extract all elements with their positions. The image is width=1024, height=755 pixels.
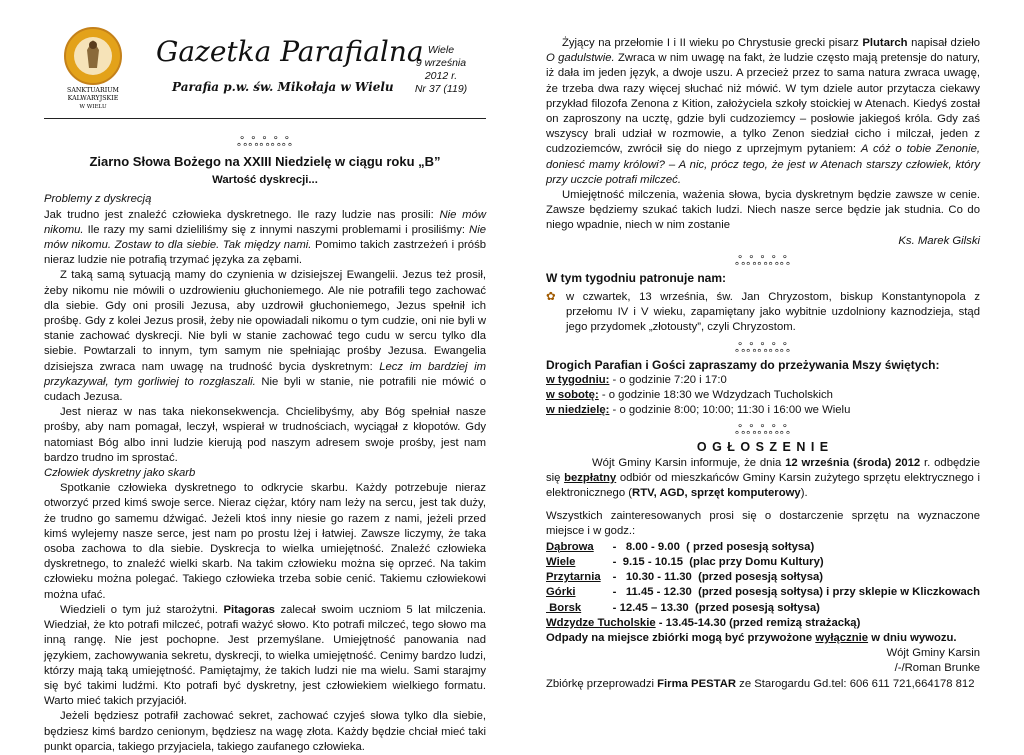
- notice-heading: O G Ł O S Z E N I E: [696, 440, 830, 455]
- paragraph-5: Wiedzieli o tym już starożytni. Pitagoras zalecał swoim uczniom 5 lat milczenia. Wiedział, że kto potrafi milczeć, potrafi ważyć słowo. Kto potrafi milczeć, tego słowo ma inną rangę. Nie jest pochopne. Jest przemyślane. Umiejętność panowania nad językiem, zachowywania sekretu, dyskrecji, to wielka umiejętność. Cenimy bardzo ludzi, którzy mają taką umiejętność. Pamiętajmy, że takich ludzi nie ma wielu. Sami starajmy się być takimi ludźmi. Kto potrafi być dyskretny, jest człowiekiem wielkiego formatu. Warto mieć takich przyjaciół.: [44, 603, 486, 708]
- schedule-row: Górki - 11.45 - 12.30 (przed posesją sołtysa) i przy sklepie w Kliczkowach: [546, 586, 980, 599]
- bullet-icon: ✿: [546, 291, 556, 304]
- patron-text: w czwartek, 13 września, św. Jan Chryzostom, biskup Konstantynopola z przełomu IV i V wieku, zapamiętany jako wybitnie uzdolniony kaznodzieja, stąd jego przydomek „złotousty”, czyli Chryzostom.: [566, 291, 980, 334]
- notice-sign-2: /-/Roman Brunke: [894, 662, 980, 675]
- section-title-problems: Problemy z dyskrecją: [44, 193, 152, 206]
- masthead: [44, 0, 486, 120]
- section-title-treasure: Człowiek dyskretny jako skarb: [44, 467, 196, 480]
- issue-date: 9 września: [415, 57, 467, 69]
- left-column: [44, 0, 486, 755]
- paragraph-8: Umiejętność milczenia, ważenia słowa, bycia dyskretnym będzie zawsze w cenie. Zawsze będziemy szukać takich ludzi. Niech nasze serce będzie jak studnia. Co do niego wpadnie, niech w nim zostanie: [546, 189, 980, 232]
- paragraph-1: Jak trudno jest znaleźć człowieka dyskretnego. Ile razy ludzie nas prosili: Nie mów nikomu. Ile razy my sami dzieliliśmy się z innymi naszymi problemami i prosiliśmy: Nie mów nikomu. Zostaw to dla siebie. Tak między nami. Pomimo takich zastrzeżeń i próśb nieraz ludzie nie potrafią trzymać języka za zębami.: [44, 208, 487, 267]
- paragraph-7: Żyjący na przełomie I i II wieku po Chrystusie grecki pisarz Plutarch napisał dzieło O gadulstwie. Zwraca w nim uwagę na fakt, że ludzie często mają pretensje do natury, iż dała im jeden język, a dwoje uszu. A przecież przez to sama natura zwraca uwagę, że trzeba dwa razy więcej słuchać niż mówić. W tym dziele autor przytacza ciekawy przykład filozofa Zenona z Kition, założyciela szkoły stoickiej w Atenach. Kiedyś został on zaproszony na ucztę, gdzie byli cudzoziemcy – posłowie jakiegoś króla. Gdy zaś wszyscy brali udział w rozmowie, a tylko Zenon siedział cicho i milczał, jeden z cudzoziemców, zwrócił się do niego z uprzejmym pytaniem: A cóż o tobie Zenonie, doniesć mamy królowi? – A nic, prócz tego, że jest w Atenach starszy człowiek, który przy uczcie potrafi milczeć.: [546, 37, 980, 186]
- notice-paragraph-3: Odpady na miejsce zbiórki mogą być przywożone wyłącznie w dniu wywozu.: [546, 631, 957, 644]
- page-subtitle: Parafia p.w. św. Mikołaja w Wielu: [172, 80, 394, 94]
- sermon-subheading: Wartość dyskrecji...: [212, 174, 318, 187]
- logo-text-2: KALWARYJSKIE: [67, 95, 119, 102]
- mass-weekday: w tygodniu: - o godzinie 7:20 i 17:0: [546, 373, 727, 386]
- issue-year: 2012 r.: [424, 70, 458, 82]
- paragraph-3: Jest nieraz w nas taka niekonsekwencja. Chcielibyśmy, aby Bóg spełniał nasze prośby, aby nam pomagał, leczył, wspierał w trudnościach, wyciągał z kłopotów. Gdy natomiast Bóg albo inni ludzie kierują pod naszym adresem swoje prośby, jest nam bardzo trudno im sprostać.: [44, 406, 486, 464]
- notice-paragraph-1: Wójt Gminy Karsin informuje, że dnia 12 września (środa) 2012 r. odbędzie się bezpłatny odbiór od mieszkańców Gminy Karsin zużytego sprzętu elektrycznego i elektronicznego (RTV, AGD, sprzęt komputerowy).: [546, 456, 980, 500]
- paragraph-4: Spotkanie człowieka dyskretnego to odkrycie skarbu. Każdy potrzebuje nieraz otworzyć przed kimś swoje serce. Nieraz ciężar, który nam leży na sercu, jest tak duży, że trudno go samemu dźwigać. Jeżeli ktoś inny niesie go razem z nami, jeżeli przed kimś wylejemy nasze serce, jest nam po prostu lżej i łatwiej. Zawsze liczymy, że taka osoba zachowa to dla siebie. Dyskrecja to wielka umiejętność. Znaleźć człowieka dyskretnego, to znaleźć wielki skarb. Na takim człowieku można się oprzeć. Na takim człowieku można polegać. Takiego człowieka trzeba sobie cenić. Takiemu człowiekowi można ufać.: [44, 482, 486, 601]
- schedule-row: Wiele - 9.15 - 10.15 (plac przy Domu Kultury): [546, 555, 824, 568]
- logo-text-1: SANKTUARIUM: [67, 87, 119, 94]
- ornament-divider: ஃஃஃஃஃ: [237, 135, 293, 150]
- ornament-divider: ஃஃஃஃஃ: [735, 423, 791, 439]
- schedule-row-last: Wdzydze Tucholskie - 13.45-14.30 (przed remizą strażacką): [546, 616, 861, 629]
- schedule-row: Dąbrowa - 8.00 - 9.00 ( przed posesją sołtysa): [546, 540, 815, 553]
- ornament-divider: ஃஃஃஃஃ: [735, 253, 791, 269]
- notice-footer: Zbiórkę przeprowadzi Firma PESTAR ze Starogardu Gd.tel: 606 611 721,664178 812: [546, 677, 975, 690]
- patron-item: [546, 290, 980, 336]
- paragraph-6: Jeżeli będziesz potrafił zachować sekret, zachować czyjeś słowa tylko dla siebie, będziesz kimś bardzo cenionym, będziesz na wagę złota. Każdy będzie chciał mieć taki punkt oparcia, takiego przyjaciela, takiego zaufanego człowieka.: [44, 710, 486, 753]
- mass-heading: Drogich Parafian i Gości zapraszamy do przeżywania Mszy świętych:: [546, 357, 940, 372]
- logo-text-3: W WIELU: [79, 104, 107, 110]
- issue-info: [406, 44, 476, 96]
- author-signature: Ks. Marek Gilski: [898, 234, 980, 247]
- right-column: [546, 36, 980, 692]
- schedule-row: Borsk - 12.45 – 13.30 (przed posesją sołtysa): [546, 601, 820, 614]
- mass-saturday: w sobotę: - o godzinie 18:30 we Wdzydzach Tucholskich: [546, 389, 833, 402]
- notice-sign-1: Wójt Gminy Karsin: [886, 647, 980, 660]
- issue-place: Wiele: [427, 44, 455, 56]
- paragraph-2: Z taką samą sytuacją mamy do czynienia w dzisiejszej Ewangelii. Jezus też prosił, żeby nikomu nie mówili o uzdrowieniu głuchoniemego. Ale nie potrafili tego zachować dla siebie. Gdy oni prosili Jezusa, aby uzdrowił głuchoniemego, Jezus spełnił ich prośbę. Gdy z kolei Jezus prosił, żeby nie opowiadali nikomu o tym cudzie, oni nie byli w stanie zachować dyskrecji. Nie byli w stanie zachować tego cudu w sercu tylko dla siebie. Powtarzali to innym, tym samym nie spełniając prośby Jezusa. Ewangelia dzisiejsza zwraca nam uwagę na trudność bycia dyskretnym: Lecz im bardziej im przykazywał, tym gorliwiej to rozgłaszali. Nie byli w stanie, nie potrafili nie mówić o cudach Jezusa.: [44, 269, 486, 404]
- patron-heading: W tym tygodniu patronuje nam:: [546, 270, 726, 285]
- sermon-heading: Ziarno Słowa Bożego na XXIII Niedzielę w ciągu roku „B”: [89, 154, 441, 169]
- notice-paragraph-2: Wszystkich zainteresowanych prosi się o dostarczenie sprzętu na wyznaczone miejsce i w godz.:: [546, 510, 980, 538]
- collection-schedule: [546, 540, 980, 616]
- schedule-row: Przytarnia - 10.30 - 11.30 (przed posesją sołtysa): [546, 571, 824, 584]
- page-title: Gazetka Parafialna: [156, 35, 424, 68]
- parish-logo: [54, 26, 132, 118]
- ornament-divider: ஃஃஃஃஃ: [735, 340, 791, 356]
- mass-sunday: w niedzielę: - o godzinie 8:00; 10:00; 11:30 i 16:00 we Wielu: [546, 404, 851, 417]
- masthead-rule: [44, 118, 486, 119]
- issue-number: Nr 37 (119): [414, 83, 468, 95]
